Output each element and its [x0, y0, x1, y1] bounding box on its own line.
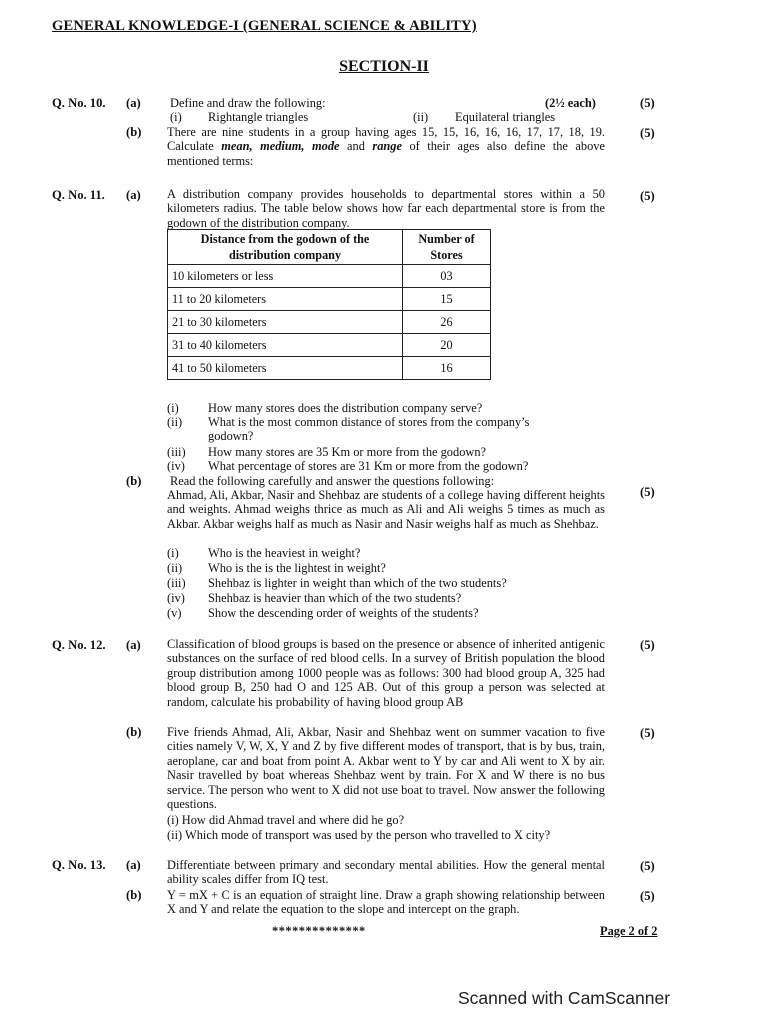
list-item: (ii) What is the most common distance of stores from the company’s godown? — [167, 415, 530, 444]
list-item: (i) Who is the heaviest in weight? — [167, 546, 361, 560]
q10-part-a-label: (a) — [126, 96, 141, 110]
q11b-text: Ahmad, Ali, Akbar, Nasir and Shehbaz are students of a college having different heights and weights. Ahmad weighs thrice as much as Ali and Ali weighs 5 times as much as Akbar. Akbar weighs half as much as Nasir and Nasir weighs half as much as Shehbaz. — [167, 488, 605, 531]
distance-table — [167, 229, 491, 380]
table-cell-distance: 21 to 30 kilometers — [168, 311, 403, 334]
question-number-11: Q. No. 11. — [52, 188, 105, 202]
end-stars: ************** — [272, 924, 366, 938]
section-heading: SECTION-II — [339, 58, 429, 75]
q12a-marks: (5) — [640, 638, 655, 652]
q10a-each-marks: (2½ each) — [545, 96, 596, 110]
q12b-text: Five friends Ahmad, Ali, Akbar, Nasir and Shehbaz went on summer vacation to five cities namely V, W, X, Y and Z by five different modes of transport, that is by bus, train, aeroplane, car and boat from point A. Akbar went to Y by car and Ali went to X by air. Nasir travelled by boat whereas Shehbaz went by train. For X and W there is no bus service. The person who went to X did not use boat to travel. Now answer the following questions. — [167, 725, 605, 812]
q11a-marks: (5) — [640, 189, 655, 203]
q13b-marks: (5) — [640, 889, 655, 903]
table-cell-distance: 31 to 40 kilometers — [168, 334, 403, 357]
q10a-text: Define and draw the following: — [170, 96, 326, 110]
q10b-marks: (5) — [640, 126, 655, 140]
q12a-text: Classification of blood groups is based on the presence or absence of inherited antigenic substances on the surface of red blood cells. In a survey of British population the blood group distribution among 1000 people was as follows: 300 had blood group A, 325 had blood group B, 250 had O and 125 AB. Out of this group a person was selected at random, calculate his probability of having blood group AB — [167, 637, 605, 709]
q10a-sub-i-num: (i) — [170, 110, 182, 124]
table-cell-distance: 41 to 50 kilometers — [168, 357, 403, 380]
q12b-question-2: (ii) Which mode of transport was used by the person who travelled to X city? — [167, 828, 551, 842]
q13-part-a-label: (a) — [126, 858, 141, 872]
q10a-sub-ii-text: Equilateral triangles — [455, 110, 556, 124]
q12b-marks: (5) — [640, 726, 655, 740]
q13a-text: Differentiate between primary and secondary mental abilities. How the general mental ability scales differ from IQ test. — [167, 858, 605, 887]
q10a-sub-ii-num: (ii) — [413, 110, 429, 124]
page-number: Page 2 of 2 — [600, 924, 658, 938]
list-item: (iv) What percentage of stores are 31 Km or more from the godown? — [167, 459, 529, 473]
q11-part-a-label: (a) — [126, 188, 141, 202]
list-item: (iii) Shehbaz is lighter in weight than which of the two students? — [167, 576, 507, 590]
table-cell-stores: 20 — [403, 334, 491, 357]
q10a-marks: (5) — [640, 96, 655, 110]
question-number-10: Q. No. 10. — [52, 96, 106, 110]
question-number-13: Q. No. 13. — [52, 858, 106, 872]
q13b-text: Y = mX + C is an equation of straight line. Draw a graph showing relationship between X and Y and relate the equation to the slope and intercept on the graph. — [167, 888, 605, 917]
table-cell-distance: 10 kilometers or less — [168, 265, 403, 288]
q12-part-b-label: (b) — [126, 725, 142, 739]
list-item: (iv) Shehbaz is heavier than which of the two students? — [167, 591, 462, 605]
paper-title: GENERAL KNOWLEDGE-I (GENERAL SCIENCE & ABILITY) — [52, 18, 477, 34]
list-item: (iii) How many stores are 35 Km or more from the godown? — [167, 445, 487, 459]
list-item: (ii) Who is the is the lightest in weight? — [167, 561, 386, 575]
question-number-12: Q. No. 12. — [52, 638, 106, 652]
q11a-text: A distribution company provides households to departmental stores within a 50 kilometers radius. The table below shows how far each departmental store is from the godown of the distribution company. — [167, 187, 605, 230]
table-row — [168, 288, 491, 311]
table-cell-stores: 15 — [403, 288, 491, 311]
table-row — [168, 265, 491, 288]
table-cell-stores: 26 — [403, 311, 491, 334]
table-header-stores: Number of Stores — [403, 230, 491, 265]
q10-part-b-label: (b) — [126, 125, 142, 139]
q12-part-a-label: (a) — [126, 638, 141, 652]
table-row — [168, 311, 491, 334]
q10b-text: There are nine students in a group having ages 15, 15, 16, 16, 16, 17, 17, 18, 19. Calculate mean, medium, mode and range of their ages also define the above mentioned terms: — [167, 125, 605, 168]
q12b-question-1: (i) How did Ahmad travel and where did he go? — [167, 813, 405, 827]
table-cell-distance: 11 to 20 kilometers — [168, 288, 403, 311]
q11b-marks: (5) — [640, 485, 655, 499]
table-header-distance: Distance from the godown of the distribution company — [168, 230, 403, 265]
table-header-row — [168, 230, 491, 265]
list-item: (i) How many stores does the distribution company serve? — [167, 401, 483, 415]
q10a-sub-i-text: Rightangle triangles — [208, 110, 309, 124]
table-row — [168, 357, 491, 380]
q13a-marks: (5) — [640, 859, 655, 873]
q11b-intro: Read the following carefully and answer the questions following: — [170, 474, 495, 488]
q13-part-b-label: (b) — [126, 888, 142, 902]
scanner-watermark: Scanned with CamScanner — [458, 988, 671, 1008]
table-cell-stores: 03 — [403, 265, 491, 288]
q11-part-b-label: (b) — [126, 474, 142, 488]
table-row — [168, 334, 491, 357]
list-item: (v) Show the descending order of weights of the students? — [167, 606, 479, 620]
table-cell-stores: 16 — [403, 357, 491, 380]
